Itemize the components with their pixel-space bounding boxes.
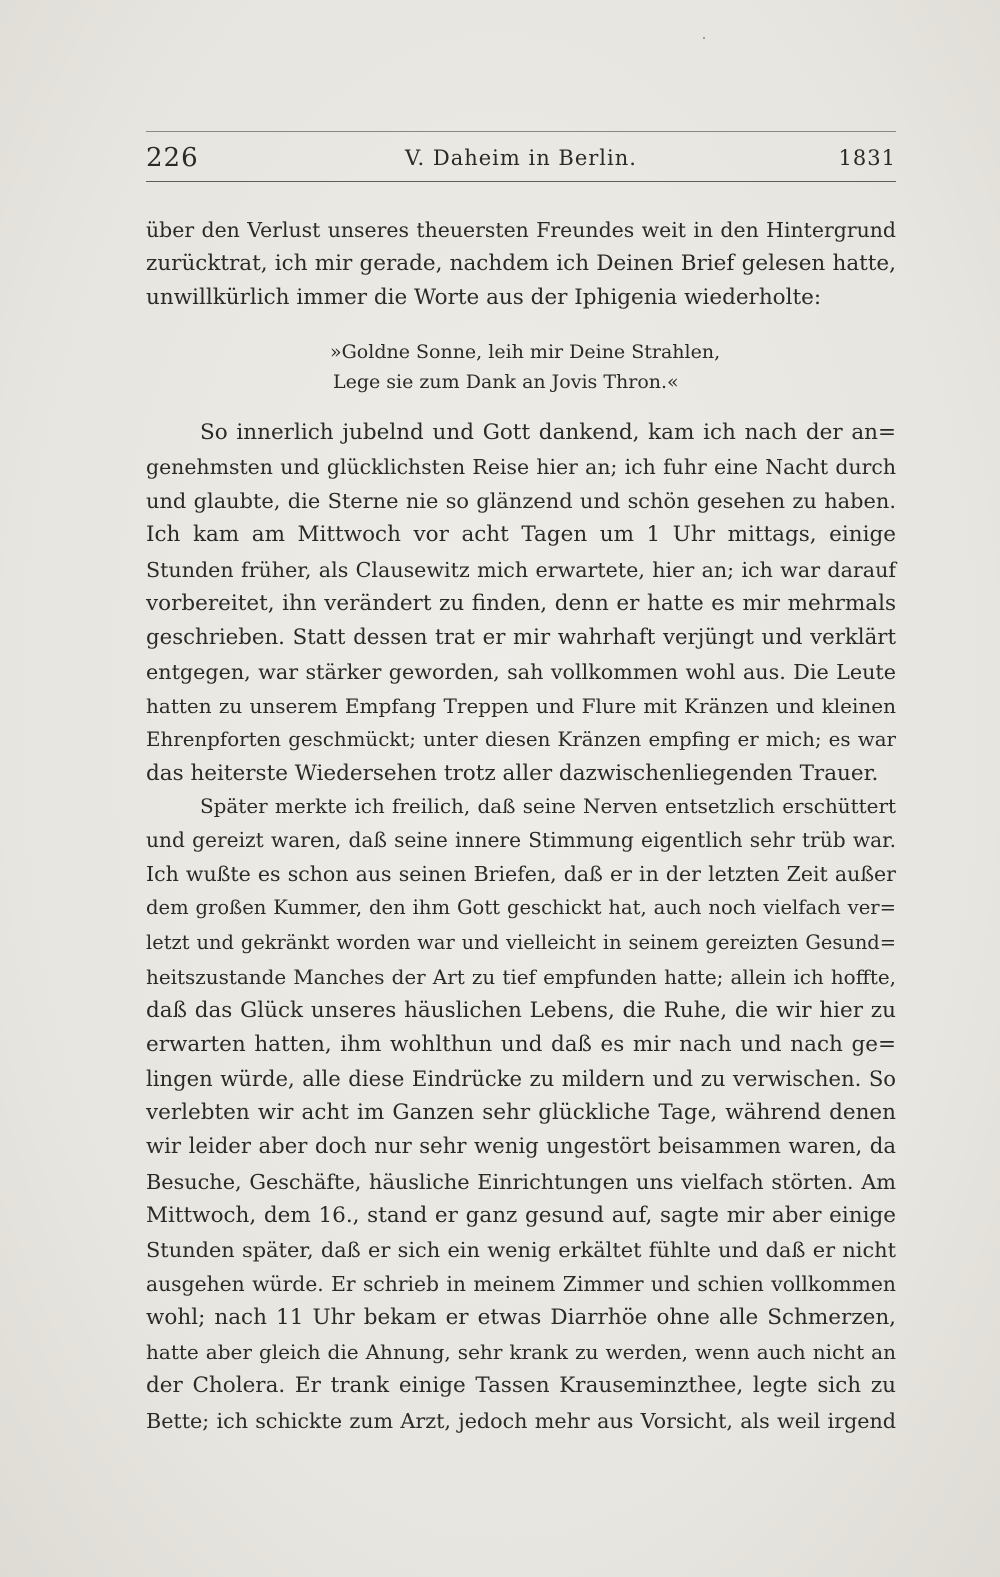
text-line: So innerlich jubelnd und Gott dankend, kam ich nach der an= xyxy=(200,420,896,445)
text-line: erwarten hatten, ihm wohlthun und daß es mir nach und nach ge= xyxy=(146,1031,896,1057)
text-line: zurücktrat, ich mir gerade, nachdem ich Deinen Brief gelesen hatte, xyxy=(146,251,896,277)
text-line: hatte aber gleich die Ahnung, sehr krank zu werden, wenn auch nicht an xyxy=(146,1340,896,1365)
text-line: Später merkte ich freilich, daß seine Nerven entsetzlich erschüttert xyxy=(200,794,896,818)
page-header xyxy=(146,143,896,179)
text-line: unwillkürlich immer die Worte aus der Iphigenia wiederholte: xyxy=(146,285,822,311)
text-line: und gereizt waren, daß seine innere Stimmung eigentlich sehr trüb war. xyxy=(146,828,896,853)
text-line: Stunden später, daß er sich ein wenig erkältet fühlte und daß er nicht xyxy=(146,1237,896,1262)
text-line: und glaubte, die Sterne nie so glänzend und schön gesehen zu haben. xyxy=(146,489,896,514)
verse-line: »Goldne Sonne, leih mir Deine Strahlen, xyxy=(330,341,721,363)
text-line: Ich wußte es schon aus seinen Briefen, daß er in der letzten Zeit außer xyxy=(146,862,896,887)
page-number: 226 xyxy=(146,143,199,173)
text-line: Ehrenpforten geschmückt; unter diesen Kränzen empfing er mich; es war xyxy=(146,728,896,752)
text-line: genehmsten und glücklichsten Reise hier an; ich fuhr eine Nacht durch xyxy=(146,455,896,480)
text-line: vorbereitet, ihn verändert zu finden, denn er hatte es mir mehrmals xyxy=(146,590,896,616)
text-line: Mittwoch, dem 16., stand er ganz gesund auf, sagte mir aber einige xyxy=(146,1202,896,1228)
text-line: Besuche, Geschäfte, häusliche Einrichtungen uns vielfach störten. Am xyxy=(146,1169,896,1194)
verse-quote xyxy=(330,337,720,397)
paragraph-3 xyxy=(146,789,896,1438)
text-line: geschrieben. Statt dessen trat er mir wahrhaft verjüngt und verklärt xyxy=(146,624,896,650)
text-line: wohl; nach 11 Uhr bekam er etwas Diarrhöe ohne alle Schmerzen, xyxy=(146,1305,896,1331)
text-line: verlebten wir acht im Ganzen sehr glückliche Tage, während denen xyxy=(146,1100,896,1126)
text-line: Bette; ich schickte zum Arzt, jedoch mehr aus Vorsicht, als weil irgend xyxy=(146,1408,896,1433)
header-rule-bottom xyxy=(146,181,896,182)
header-rule-top xyxy=(146,131,896,132)
text-line: das heiterste Wiedersehen trotz aller dazwischenliegenden Trauer. xyxy=(146,761,879,787)
text-line: dem großen Kummer, den ihm Gott geschickt hat, auch noch vielfach ver= xyxy=(146,896,896,920)
text-line: Stunden früher, als Clausewitz mich erwartete, hier an; ich war darauf xyxy=(146,557,896,582)
header-year: 1831 xyxy=(838,146,896,170)
text-line: hatten zu unserem Empfang Treppen und Flure mit Kränzen und kleinen xyxy=(146,694,896,719)
text-line: der Cholera. Er trank einige Tassen Krauseminzthee, legte sich zu xyxy=(146,1373,896,1399)
text-line: entgegen, war stärker geworden, sah vollkommen wohl aus. Die Leute xyxy=(146,659,896,684)
text-line: heitszustande Manches der Art zu tief empfunden hatte; allein ich hoffte, xyxy=(146,964,896,989)
verse-line: Lege sie zum Dank an Jovis Thron.« xyxy=(333,371,679,393)
body-text xyxy=(146,213,896,315)
text-line: letzt und gekränkt worden war und vielleicht in seinem gereizten Gesund= xyxy=(146,930,896,954)
text-line: ausgehen würde. Er schrieb in meinem Zimmer und schien vollkommen xyxy=(146,1271,896,1296)
paragraph-2 xyxy=(146,416,896,792)
text-line: über den Verlust unseres theuersten Freundes weit in den Hintergrund xyxy=(146,218,896,242)
text-line: lingen würde, alle diese Eindrücke zu mildern und zu verwischen. So xyxy=(146,1066,896,1092)
text-line: Ich kam am Mittwoch vor acht Tagen um 1 Uhr mittags, einige xyxy=(146,522,896,548)
running-head: V. Daheim in Berlin. xyxy=(405,146,637,170)
paper-speck xyxy=(703,37,705,39)
text-line: wir leider aber doch nur sehr wenig ungestört beisammen waren, da xyxy=(146,1134,896,1160)
text-line: daß das Glück unseres häuslichen Lebens, die Ruhe, die wir hier zu xyxy=(146,997,896,1023)
